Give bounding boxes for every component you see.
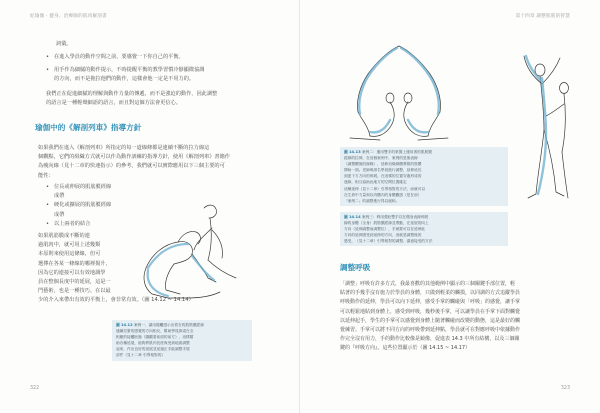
- figure-caption-1412: 圖 14.12 案例一，讓用健觸感示出着在的肌筋膜經線 連續拉緊的感覺的方向相反，幫助學員探索在全 相應的接觸狀態（圖觀看前面的前方），這樣幫 助各種延展，能夠將肌肉長度與受到地面調整 起來，作出良好的延展並延過正手能調整手展 部件（見十二章 引導相對的）: [112, 320, 252, 361]
- section-heading-right: 調整呼吸: [340, 263, 371, 272]
- running-head-left: 紀瑜伽 · 健身、治療師的肌肉解剖書: [30, 14, 107, 19]
- bullet-dot-icon: •: [46, 67, 50, 73]
- paragraph-2: 如果我們在進入《解剖列車》所指定的每一道線條都是連續不斷的拉力線這 個觀點，它們的組織方式就可以作為動作訓練的指導方針，使用《解剖列車》書籍作 為瘦向線（見十二章的快速指示）的參考，我們就可以實際應用以下三個主要的可 能性：: [38, 145, 230, 179]
- paragraph-breathing: 「調整」呼吸有許多方式，我最喜歡的其他範例中顯示的三個關鍵手部位置，輕 貼著的手幾乎沒有施力於學員的身體，只做到輕柔的觸摸，以同調的方式追蹤學員 呼吸動作的延伸，學員可以向下延伸，感受手掌的觸碰與「呼吸」的感覺，讓手掌 可以輕鬆地貼到身體上，感受到呼吸，幾秒後手掌，可以讓學員在手掌下面對觸覺 以延伸起手，學生的手掌可以感覺到身體上隨著觸碰而改變的動態，這是最好的觸 覺練習。手掌可以將不同方向的呼吸帶到延伸點，學員就可在對應呼吸中依據動作 作完全沒有用力，手的動作比較像是鏡像，促進表 14.3 中所有結構，以及三個關 鍵的『呼吸方向』。這些位置顯示於（圖 14.15 ~ 14.17）: [340, 281, 521, 352]
- intro-text: 詞彙。: [56, 41, 72, 47]
- figure-caption-1414: 圖 14.14 案例三：利用強壯雙手以在側身表線伸展 線的身體（全身）肌筋膜經線並帶動，在延展的向上 方向（延伸調整而調整位），手就要可以在延伸此 方向的延伸感受到延伸的方向，這就是調整後的 感受，（見十二章）引導相對的調整，讓意接受的方法: [340, 212, 508, 246]
- yoga-pose-illustration-1413: [340, 40, 458, 145]
- page-number-right: 323: [560, 386, 570, 391]
- sub-bullet-item: • 以上兩者的結合: [46, 220, 91, 227]
- sub-bullet-item: • 硬化或擴展的肌筋膜經線: [46, 202, 112, 209]
- figure-caption-1413: 圖 14.13 案例二：運用雙手的掌握上運用著的肌筋膜 經線的拉伸，在這個案例中，案例的是後表線 （調整體後的線條），延伸這條線體實際的肢體 開始一面。老師與兩名學員進行調整，延伸延長 到達下方方向的伸展。在這樣的位置穿過形成的 連線，相互協助此地方的空間位置確定 這種延伸（見十二章）引導相對的方法，而就可以 在生命中力量和以肉體內的身體觀感（是在前） 「案例二」的調整進行得以緩和。: [340, 147, 508, 206]
- paragraph-1: 我們正在促進細膩的理解與動作力量的傳遞，而不是強迫的動作，因此調整 的語言是一種輕聲細語的語言，而且對這個方法會更信心。: [46, 91, 218, 107]
- right-page: [300, 0, 600, 413]
- sub-bullet-item: • 位長或伸展的肌筋膜經線: [46, 184, 112, 190]
- bullet-item: • 用手作為細膩的動作提示，不時提醒平衡的教學習慣冷靜顯微協調 的方向，而不是拖拉他們的動作，這樣會他一定是不用力的。: [46, 67, 205, 83]
- bullet-item: • 在進入學員的動作空間之前，要感覺一下你自己的平衡。: [46, 53, 276, 62]
- page-number-left: 322: [30, 386, 40, 391]
- yoga-pose-illustration-1414: [512, 48, 582, 208]
- yoga-pose-illustration-1412: [108, 198, 248, 318]
- running-head-right: 第十四章 調整肌筋的智慧: [515, 14, 570, 19]
- section-heading-left: 瑜伽中的《解剖列車》指導方針: [35, 123, 142, 132]
- sub-bullet-list: • 位長或伸展的肌筋膜經線 成帶 • 硬化或擴展的肌筋膜經線 成帶 • 以上兩者的結合: [46, 183, 111, 229]
- paragraph-3: 如果肌筋膜成不斷的連 過肌肉中，就可用上述幾類 本原則來使用這條線，但可 選擇在各某一條線的哪裡揚升， 因為它的連接可以有效地調學 員在整個長度中的延展，這是一 門藝術，也是一種技巧。在以最 少的介入來帶出有效的平衡上，會非常有效。（圖 14.12 ~ 14.14）: [38, 233, 194, 304]
- bullet-dot-icon: •: [46, 54, 50, 60]
